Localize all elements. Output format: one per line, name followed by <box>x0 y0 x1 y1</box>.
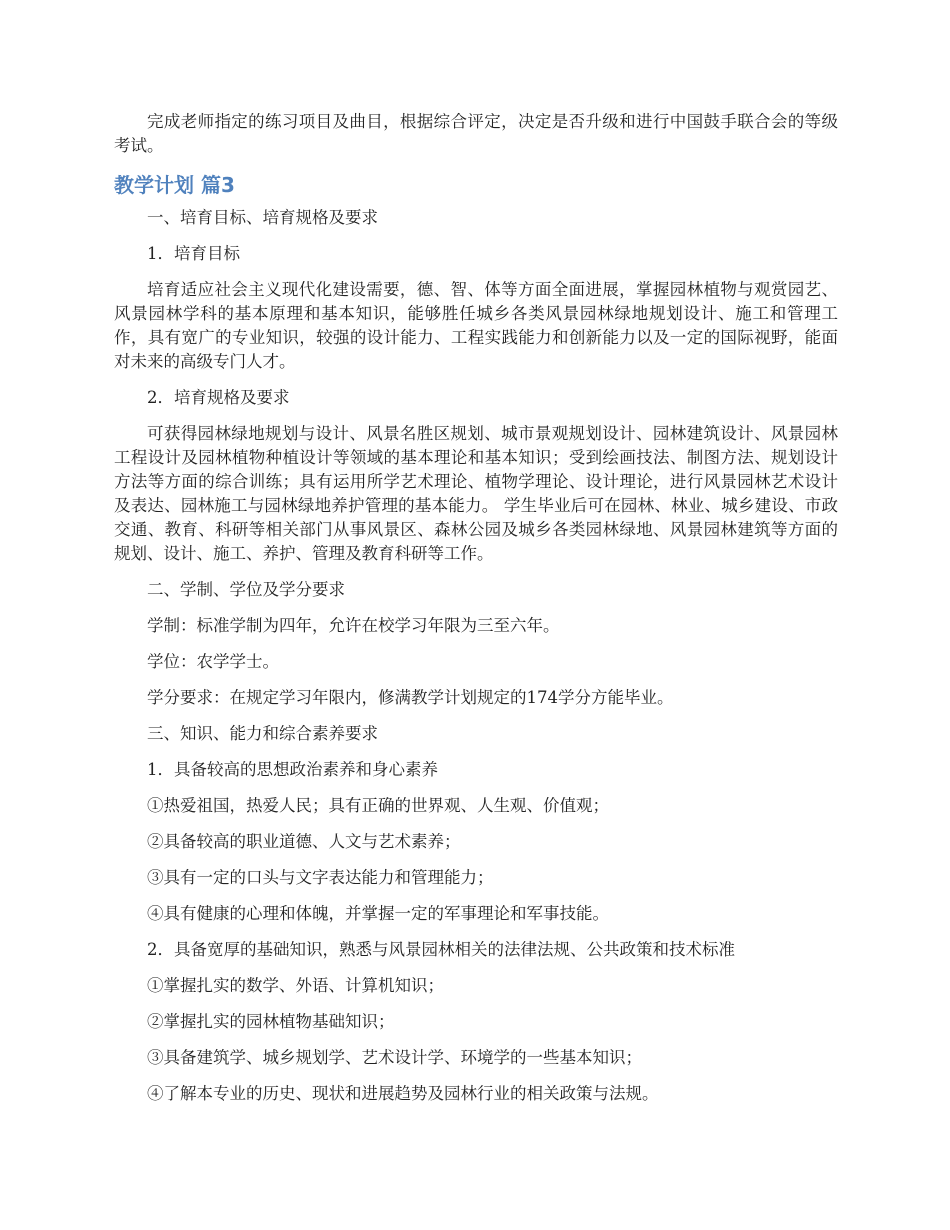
heading-knowledge-ability: 三、知识、能力和综合素养要求 <box>147 724 378 743</box>
list-item: ①热爱祖国，热爱人民；具有正确的世界观、人生观、价值观； <box>147 796 609 815</box>
list-item: ②掌握扎实的园林植物基础知识； <box>147 1012 395 1031</box>
list-item: ①掌握扎实的数学、外语、计算机知识； <box>147 976 444 995</box>
list-item: ②具备较高的职业道德、人文与艺术素养； <box>147 832 461 851</box>
list-item: ④具有健康的心理和体魄，并掌握一定的军事理论和军事技能。 <box>147 904 609 923</box>
heading-training-goals-overview: 一、培育目标、培育规格及要求 <box>147 208 378 227</box>
subheading-training-goal: 1．培育目标 <box>147 244 240 263</box>
document-page <box>114 110 838 1118</box>
paragraph-training-specs: 可获得园林绿地规划与设计、风景名胜区规划、城市景观规划设计、园林建筑设计、风景园林工程设计及园林植物种植设计等领域的基本理论和基本知识；受到绘画技法、制图方法、规划设计方法等方面的综合训练；具有运用所学艺术理论、植物学理论、设计理论，进行风景园林艺术设计及表达、园林施工与园林绿地养护管理的基本能力。 学生毕业后可在园林、林业、城乡建设、市政交通、教育、科研等相关部门从事风景区、森林公园及城乡各类园林绿地、风景园林建筑等方面的规划、设计、施工、养护、管理及教育科研等工作。 <box>114 424 838 563</box>
subheading-training-specs: 2．培育规格及要求 <box>147 388 290 407</box>
list-item: ③具有一定的口头与文字表达能力和管理能力； <box>147 868 494 887</box>
subheading-ideology-quality: 1．具备较高的思想政治素养和身心素养 <box>147 760 438 779</box>
list-item: ④了解本专业的历史、现状和进展趋势及园林行业的相关政策与法规。 <box>147 1084 659 1103</box>
paragraph-degree: 学位：农学学士。 <box>147 652 279 671</box>
paragraph-training-goal: 培育适应社会主义现代化建设需要，德、智、体等方面全面进展，掌握园林植物与观赏园艺、风景园林学科的基本原理和基本知识，能够胜任城乡各类风景园林绿地规划设计、施工和管理工作，具有宽广的专业知识，较强的设计能力、工程实践能力和创新能力以及一定的国际视野，能面对未来的高级专门人才。 <box>114 280 838 371</box>
heading-schooling-degree-credits: 二、学制、学位及学分要求 <box>147 580 345 599</box>
subheading-basic-knowledge: 2．具备宽厚的基础知识，熟悉与风景园林相关的法律法规、公共政策和技术标准 <box>147 940 735 959</box>
list-item: ③具备建筑学、城乡规划学、艺术设计学、环境学的一些基本知识； <box>147 1048 642 1067</box>
paragraph-schooling-length: 学制：标准学制为四年，允许在校学习年限为三至六年。 <box>147 616 560 635</box>
intro-paragraph: 完成老师指定的练习项目及曲目，根据综合评定，决定是否升级和进行中国鼓手联合会的等级考试。 <box>114 112 838 155</box>
paragraph-credits: 学分要求：在规定学习年限内，修满教学计划规定的174学分方能毕业。 <box>147 688 674 707</box>
section-heading: 教学计划 篇3 <box>114 173 235 197</box>
